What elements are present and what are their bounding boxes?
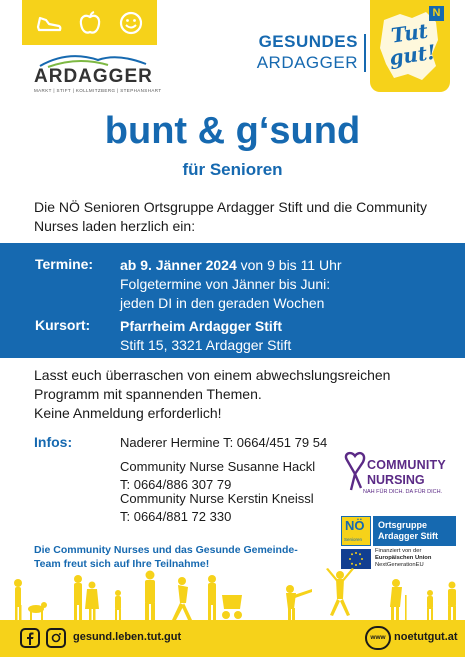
community-text: COMMUNITY xyxy=(367,458,446,472)
notes-text xyxy=(34,366,454,423)
ortsgruppe-name xyxy=(373,516,456,546)
gesundes-line: GESUNDES xyxy=(258,32,358,51)
facebook-icon[interactable] xyxy=(20,628,40,648)
eu-line: Europäischen Union xyxy=(375,554,432,561)
contact-item xyxy=(120,434,327,452)
termine-label: Termine: xyxy=(35,256,94,272)
event-details-band xyxy=(0,243,465,358)
tut-gut-badge xyxy=(370,0,450,92)
footer-bar xyxy=(0,620,465,657)
ardagger-line: ARDAGGER xyxy=(256,53,358,72)
community-nursing-logo xyxy=(341,450,459,496)
thanks-line: Team freut sich auf Ihre Teilnahme! xyxy=(34,558,210,570)
termine-date: ab 9. Jänner 2024 xyxy=(120,257,237,273)
apple-icon xyxy=(76,9,104,37)
contact-name: Community Nurse Kerstin Kneissl xyxy=(120,491,314,506)
website-link[interactable]: noetutgut.at xyxy=(394,631,458,643)
contact-phone: T: 0664/886 307 79 xyxy=(120,477,232,492)
contact-name: Community Nurse Susanne Hackl xyxy=(120,459,316,474)
ardagger-logo xyxy=(30,50,162,95)
divider xyxy=(364,34,366,72)
ortsgruppe-line: Ortsgruppe xyxy=(378,520,428,530)
heart-figure-icon xyxy=(341,450,371,494)
noe-badge: N xyxy=(429,6,444,21)
infos-label: Infos: xyxy=(34,434,73,450)
people-silhouettes xyxy=(0,565,465,620)
smiley-icon xyxy=(117,9,145,37)
ortsgruppe-badge xyxy=(341,516,456,546)
eu-line: Finanziert von der xyxy=(375,548,422,554)
termine-schedule: jeden DI in den geraden Wochen xyxy=(120,295,325,311)
eu-text xyxy=(375,548,431,561)
instagram-icon[interactable] xyxy=(46,628,66,648)
notes-line: Programm mit spannenden Themen. xyxy=(34,386,262,402)
noe-senioren-logo xyxy=(341,516,371,546)
notes-line: Keine Anmeldung erforderlich! xyxy=(34,405,222,421)
contact-item xyxy=(120,490,314,526)
contact-phone: T: 0664/881 72 330 xyxy=(120,509,232,524)
nextgen-text: NextGenerationEU xyxy=(375,562,424,568)
intro-text: Die NÖ Senioren Ortsgruppe Ardagger Stift und die Community Nurses laden herzlich ein: xyxy=(34,199,427,234)
globe-icon: www xyxy=(365,626,391,650)
ardagger-wordmark: ARDAGGER xyxy=(34,66,153,87)
termine-time: von 9 bis 11 Uhr xyxy=(236,257,342,273)
ortsgruppe-line: Ardagger Stift xyxy=(378,531,439,541)
page-subtitle: für Senioren xyxy=(182,160,283,179)
thanks-line: Die Community Nurses und das Gesunde Gemeinde- xyxy=(34,544,298,556)
notes-line: Lasst euch überraschen von einem abwechslungsreichen xyxy=(34,367,391,383)
contact-name: Naderer Hermine T: 0664/451 79 54 xyxy=(120,435,328,450)
social-handle[interactable]: gesund.leben.tut.gut xyxy=(73,631,182,643)
gesundes-ardagger-logo xyxy=(250,32,358,73)
kursort-place: Pfarrheim Ardagger Stift xyxy=(120,318,283,334)
shoe-icon xyxy=(35,9,63,37)
page-title: bunt & g‘sund xyxy=(104,110,361,152)
nursing-text: NURSING xyxy=(367,473,425,487)
termine-followup: Folgetermine von Jänner bis Juni: xyxy=(120,276,331,292)
senioren-text: Senioren xyxy=(344,537,363,542)
kursort-label: Kursort: xyxy=(35,317,91,333)
noe-text: NÖ xyxy=(345,518,365,533)
ardagger-subline: MARKT | STIFT | KOLLMITZBERG | STEPHANSHART xyxy=(34,88,162,93)
top-icon-bar xyxy=(22,0,157,45)
tut-gut-text: Tut gut! xyxy=(387,18,438,71)
kursort-value xyxy=(120,317,450,355)
kursort-address: Stift 15, 3321 Ardagger Stift xyxy=(120,337,292,353)
contact-item xyxy=(120,458,315,494)
termine-value xyxy=(120,256,450,313)
community-tagline: NAH FÜR DICH. DA FÜR DICH. xyxy=(363,489,443,495)
